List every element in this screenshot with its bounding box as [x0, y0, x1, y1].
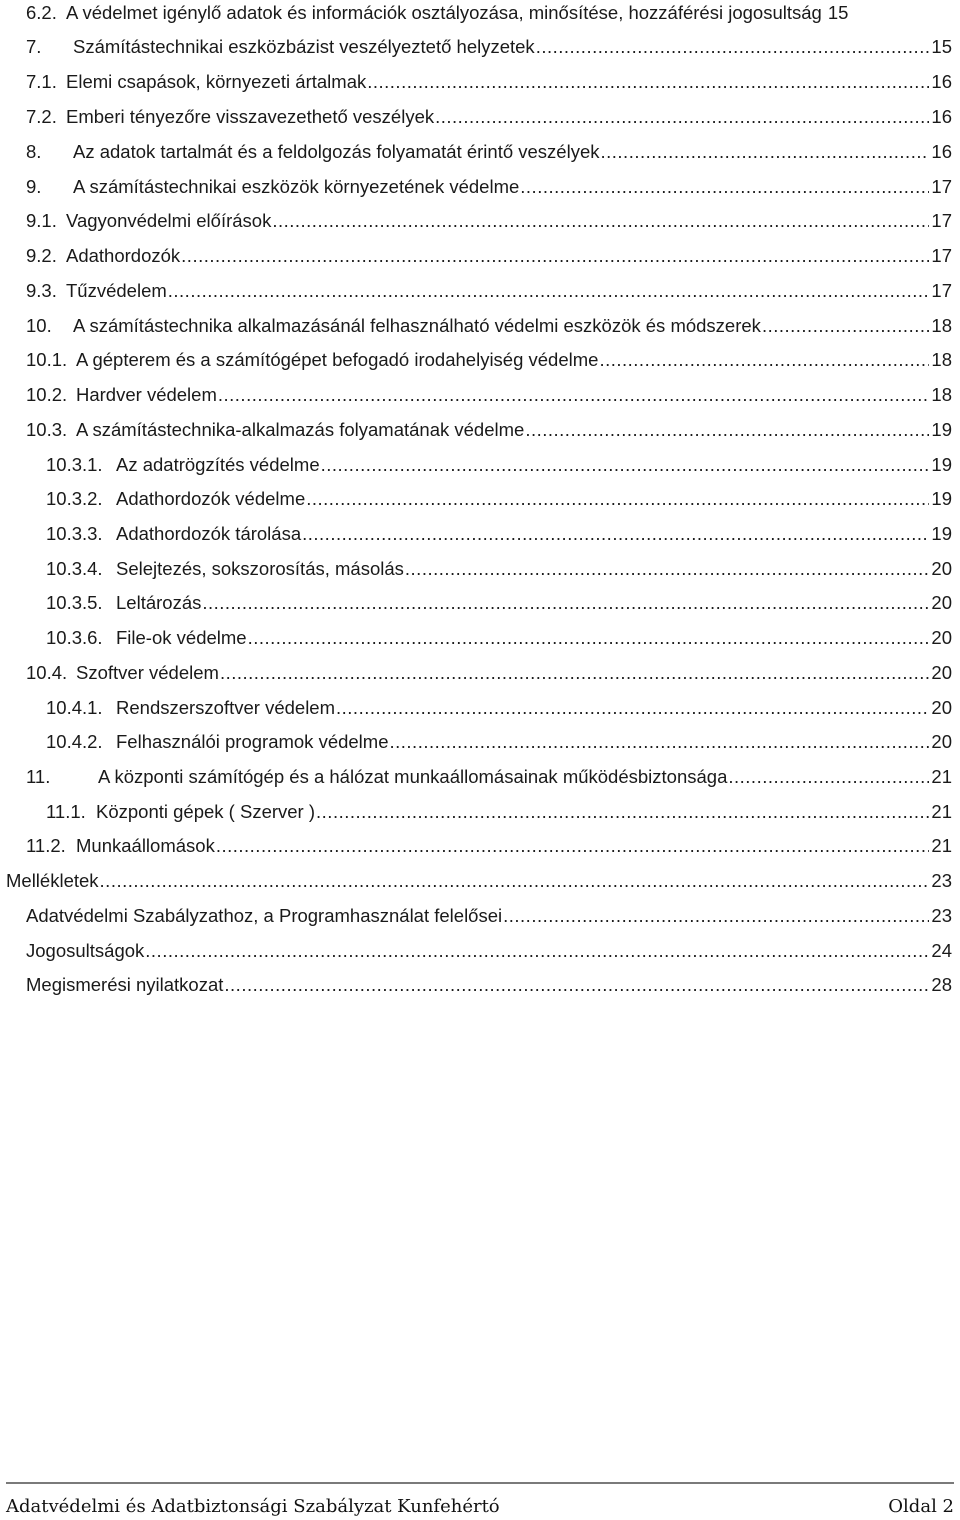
toc-leader	[525, 417, 929, 443]
toc-entry-9-1[interactable]	[26, 208, 952, 234]
toc-number: 10.4.1.	[46, 697, 103, 718]
toc-title: Elemi csapások, környezeti ártalmak	[66, 71, 367, 92]
footer-document-title: Adatvédelmi és Adatbiztonsági Szabályzat Kunfehértó	[6, 1496, 500, 1517]
toc-number: 9.	[26, 176, 42, 197]
toc-title: Az adatrögzítés védelme	[116, 454, 320, 475]
toc-entry-9-3[interactable]	[26, 278, 952, 304]
toc-page: 16	[931, 106, 952, 127]
toc-number: 10.1.	[26, 349, 68, 370]
toc-title: A számítástechnika alkalmazásánál felhasználható védelmi eszközök és módszerek	[73, 315, 761, 336]
toc-title: Hardver védelem	[76, 384, 217, 405]
toc-number: 10.3.3.	[46, 523, 103, 544]
toc-leader	[220, 660, 929, 686]
toc-number: 10.3.5.	[46, 592, 103, 613]
toc-number: 10.3.6.	[46, 627, 103, 648]
toc-leader	[390, 729, 930, 755]
toc-leader	[536, 34, 930, 60]
toc-page: 21	[931, 835, 952, 856]
toc-page: 15	[931, 36, 952, 57]
toc-page: 20	[931, 662, 952, 683]
toc-title: A védelmet igénylő adatok és információk osztályozása, minősítése, hozzáférési jogosultság	[66, 2, 822, 23]
toc-number: 10.3.1.	[46, 454, 103, 475]
toc-leader	[336, 695, 929, 721]
toc-page: 16	[931, 71, 952, 92]
toc-number: 10.	[26, 315, 52, 336]
toc-leader	[520, 174, 929, 200]
toc-leader	[306, 486, 929, 512]
toc-leader	[181, 243, 929, 269]
toc-leader	[367, 69, 929, 95]
toc-title: A számítástechnikai eszközök környezetének védelme	[73, 176, 520, 197]
toc-page: 20	[931, 592, 952, 613]
toc-page: 18	[931, 315, 952, 336]
toc-number: 6.2.	[26, 2, 57, 23]
toc-entry-10-3-1[interactable]	[46, 452, 952, 478]
toc-number: 7.	[26, 36, 42, 57]
toc-title: Leltározás	[116, 592, 202, 613]
toc-leader	[168, 278, 930, 304]
toc-entry-11-1[interactable]	[46, 799, 952, 825]
toc-leader	[316, 799, 929, 825]
toc-number: 11.1.	[46, 801, 86, 822]
toc-page: 17	[931, 280, 952, 301]
toc-title: Tűzvédelem	[66, 280, 167, 301]
toc-title: Adatvédelmi Szabályzathoz, a Programhasználat felelősei	[26, 905, 503, 926]
toc-page: 19	[931, 488, 952, 509]
toc-leader	[218, 382, 930, 408]
toc-number: 8.	[26, 141, 42, 162]
toc-page: 17	[931, 176, 952, 197]
toc-title: Számítástechnikai eszközbázist veszélyeztető helyzetek	[73, 36, 535, 57]
toc-entry-10-3-4[interactable]	[46, 556, 952, 582]
toc-leader	[216, 833, 930, 859]
toc-title: Selejtezés, sokszorosítás, másolás	[116, 558, 404, 579]
toc-number: 9.2.	[26, 245, 57, 266]
toc-page: 21	[931, 766, 952, 787]
toc-title: Adathordozók védelme	[116, 488, 306, 509]
toc-entry-8[interactable]	[26, 139, 952, 165]
toc-page: 15	[827, 2, 849, 23]
toc-entry-11-2[interactable]	[26, 833, 952, 859]
toc-number: 10.3.	[26, 419, 68, 440]
toc-page: 16	[931, 141, 952, 162]
footer-page-number: Oldal 2	[888, 1496, 954, 1517]
toc-leader	[762, 313, 929, 339]
toc-title: A számítástechnika-alkalmazás folyamatának védelme	[76, 419, 525, 440]
toc-title: Felhasználói programok védelme	[116, 731, 389, 752]
toc-leader	[100, 868, 930, 894]
toc-title: A gépterem és a számítógépet befogadó irodahelyiség védelme	[76, 349, 599, 370]
toc-entry-10[interactable]	[26, 313, 952, 339]
toc-page: 19	[931, 419, 952, 440]
toc-number: 7.2.	[26, 106, 57, 127]
toc-page: 21	[931, 801, 952, 822]
toc-leader	[503, 903, 929, 929]
toc-title: Adathordozók	[66, 245, 181, 266]
toc-page: 23	[931, 870, 952, 891]
toc-page: 20	[931, 697, 952, 718]
toc-entry-7-2[interactable]	[26, 104, 952, 130]
toc-entry-10-3-5[interactable]	[46, 590, 952, 616]
toc-title: Megismerési nyilatkozat	[26, 974, 224, 995]
toc-title: Rendszerszoftver védelem	[116, 697, 336, 718]
toc-leader	[272, 208, 929, 234]
toc-title: Az adatok tartalmát és a feldolgozás folyamatát érintő veszélyek	[73, 141, 600, 162]
toc-entry-7[interactable]	[26, 34, 952, 60]
toc-number: 9.3.	[26, 280, 57, 301]
toc-number: 10.4.2.	[46, 731, 103, 752]
toc-entry-10-3[interactable]	[26, 417, 952, 443]
toc-title: Vagyonvédelmi előírások	[66, 210, 272, 231]
toc-page: 20	[931, 731, 952, 752]
toc-page: 19	[931, 454, 952, 475]
toc-title: Szoftver védelem	[76, 662, 219, 683]
toc-leader	[405, 556, 930, 582]
toc-leader	[202, 590, 929, 616]
toc-leader	[435, 104, 929, 130]
toc-page: 17	[931, 210, 952, 231]
footer-divider	[6, 1482, 954, 1484]
toc-entry-10-4-2[interactable]	[46, 729, 952, 755]
toc-leader	[728, 764, 929, 790]
toc-title: Munkaállomások	[76, 835, 215, 856]
toc-page: 24	[931, 940, 952, 961]
toc-page: 23	[931, 905, 952, 926]
toc-entry-9-2[interactable]	[26, 243, 952, 269]
toc-page: 20	[931, 627, 952, 648]
toc-title: Adathordozók tárolása	[116, 523, 302, 544]
toc-entry-9[interactable]	[26, 174, 952, 200]
toc-leader	[224, 972, 929, 998]
toc-entry-10-4[interactable]	[26, 660, 952, 686]
toc-entry-10-2[interactable]	[26, 382, 952, 408]
toc-leader	[601, 139, 930, 165]
toc-entry-10-3-2[interactable]	[46, 486, 952, 512]
toc-title: Központi gépek ( Szerver )	[96, 801, 316, 822]
toc-number: 10.4.	[26, 662, 68, 683]
toc-entry-11[interactable]	[26, 764, 952, 790]
toc-title: Jogosultságok	[26, 940, 145, 961]
toc-number: 7.1.	[26, 71, 57, 92]
toc-page: 18	[931, 349, 952, 370]
toc-leader	[248, 625, 930, 651]
toc-title: Emberi tényezőre visszavezethető veszélyek	[66, 106, 435, 127]
toc-entry-7-1[interactable]	[26, 69, 952, 95]
toc-page: 17	[931, 245, 952, 266]
toc-entry-megismeresi[interactable]	[26, 972, 952, 998]
toc-entry-mellekletek[interactable]	[6, 868, 952, 894]
toc-entry-10-4-1[interactable]	[46, 695, 952, 721]
toc-entry-programhasznalat[interactable]	[26, 903, 952, 929]
toc-number: 11.2.	[26, 835, 66, 856]
toc-entry-10-3-3[interactable]	[46, 521, 952, 547]
toc-leader	[599, 347, 929, 373]
toc-number: 10.3.2.	[46, 488, 103, 509]
toc-number: 9.1.	[26, 210, 57, 231]
toc-leader	[302, 521, 929, 547]
toc-entry-6-2[interactable]	[26, 0, 952, 26]
toc-title: A központi számítógép és a hálózat munkaállomásainak működésbiztonsága	[98, 766, 728, 787]
page-footer	[6, 1494, 954, 1520]
toc-number: 10.3.4.	[46, 558, 103, 579]
toc-page: 20	[931, 558, 952, 579]
toc-page: 18	[931, 384, 952, 405]
toc-title: Mellékletek	[6, 870, 99, 891]
toc-number: 10.2.	[26, 384, 68, 405]
toc-leader	[145, 938, 929, 964]
toc-page: 28	[931, 974, 952, 995]
toc-number: 11.	[26, 766, 51, 787]
toc-page: 19	[931, 523, 952, 544]
toc-entry-jogosultsagok[interactable]	[26, 938, 952, 964]
toc-leader	[321, 452, 930, 478]
toc-entry-10-1[interactable]	[26, 347, 952, 373]
toc-title: File-ok védelme	[116, 627, 247, 648]
toc-entry-10-3-6[interactable]	[46, 625, 952, 651]
